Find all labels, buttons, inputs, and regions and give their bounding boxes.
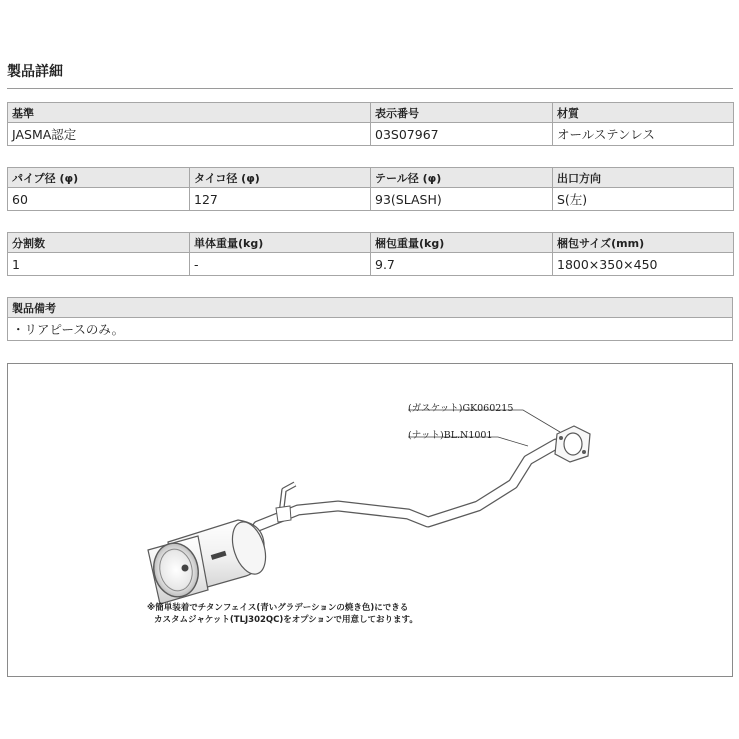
callout-nut: (ナット)BL.N1001 <box>408 430 493 441</box>
spec-table-weight <box>7 232 734 276</box>
spec-table-standard <box>7 102 734 146</box>
value-package-size: 1800×350×450 <box>553 253 734 276</box>
muffler-illustration <box>8 364 732 676</box>
header-package-size: 梱包サイズ(mm) <box>553 233 734 253</box>
outlet-flange <box>555 426 590 462</box>
spec-table-dimensions <box>7 167 734 211</box>
value-split-count: 1 <box>8 253 190 276</box>
value-standard: JASMA認定 <box>8 123 371 146</box>
value-pipe-diameter: 60 <box>8 188 190 211</box>
tail-tip <box>148 536 208 604</box>
header-tail-diameter: テール径 (φ) <box>371 168 553 188</box>
header-display-number: 表示番号 <box>371 103 553 123</box>
value-package-weight: 9.7 <box>371 253 553 276</box>
header-package-weight: 梱包重量(kg) <box>371 233 553 253</box>
header-unit-weight: 単体重量(kg) <box>190 233 371 253</box>
value-unit-weight: - <box>190 253 371 276</box>
remarks-table <box>7 297 733 341</box>
header-pipe-diameter: パイプ径 (φ) <box>8 168 190 188</box>
value-tail-diameter: 93(SLASH) <box>371 188 553 211</box>
value-material: オールステンレス <box>553 123 734 146</box>
value-display-number: 03S07967 <box>371 123 553 146</box>
product-diagram <box>7 363 733 677</box>
header-remarks: 製品備考 <box>8 298 733 318</box>
header-silencer-diameter: タイコ径 (φ) <box>190 168 371 188</box>
section-title: 製品詳細 <box>7 64 63 80</box>
value-silencer-diameter: 127 <box>190 188 371 211</box>
header-standard: 基準 <box>8 103 371 123</box>
option-note-line-2: カスタムジャケット(TLJ302QC)をオプションで用意しております。 <box>154 615 418 625</box>
header-split-count: 分割数 <box>8 233 190 253</box>
callout-gasket: (ガスケット)GK060215 <box>408 403 514 414</box>
header-material: 材質 <box>553 103 734 123</box>
header-exit-direction: 出口方向 <box>553 168 734 188</box>
exhaust-pipe <box>258 444 573 526</box>
value-remarks: ・リアピースのみ。 <box>8 318 733 341</box>
option-note-line-1: ※簡単装着でチタンフェイス(青いグラデーションの焼き色)にできる <box>147 603 409 613</box>
value-exit-direction: S(左) <box>553 188 734 211</box>
title-divider <box>7 88 733 89</box>
